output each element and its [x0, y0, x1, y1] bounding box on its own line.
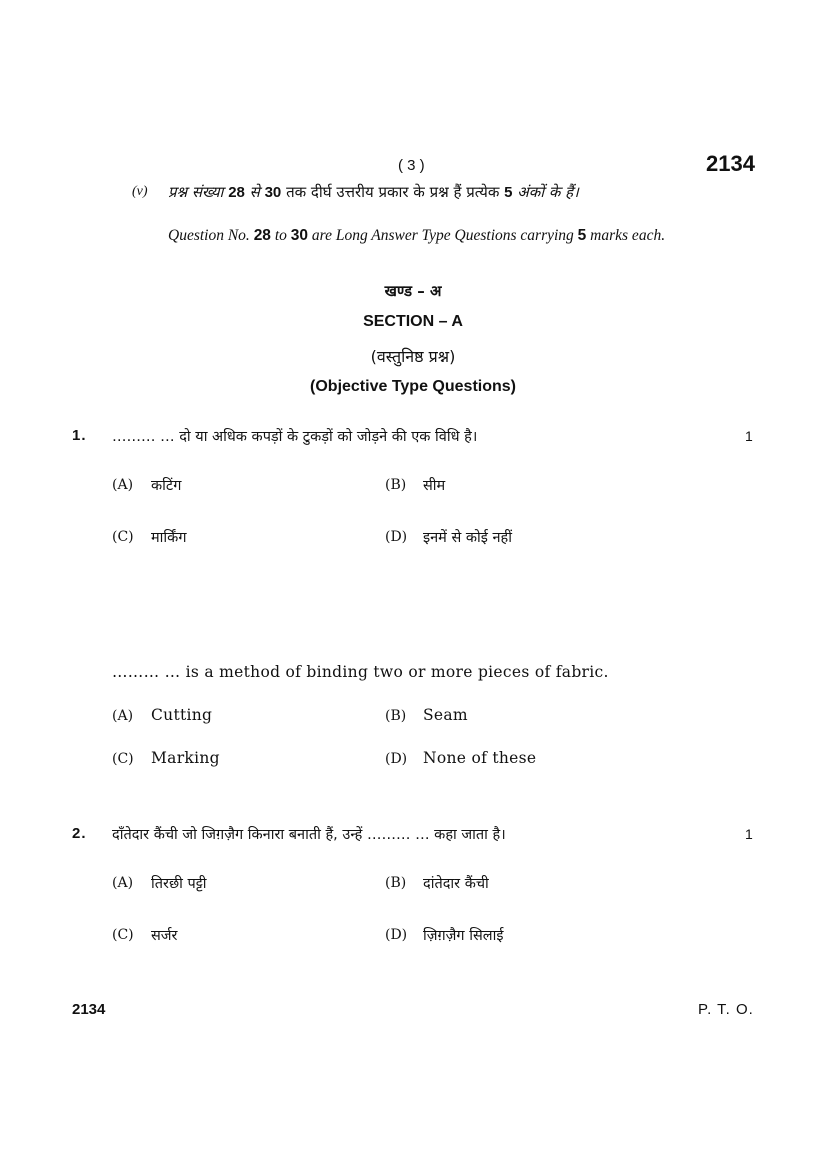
instruction-en-to: 30	[290, 227, 308, 244]
q1-hi-option-a-letter: (A)	[112, 477, 134, 493]
q2-hi-option-d-text: ज़िग़ज़ैग सिलाई	[423, 928, 504, 944]
instruction-en-mid: are Long Answer Type Questions carrying	[311, 227, 574, 244]
q1-en-option-a-letter: (A)	[112, 708, 134, 724]
q1-en-option-d-text: None of these	[423, 749, 537, 767]
instruction-hindi-marks: 5	[504, 184, 513, 201]
instruction-hindi-se: से	[249, 183, 260, 201]
section-type-hindi: (वस्तुनिष्ठ प्रश्न)	[370, 347, 456, 366]
q1-hi-option-a-text: कटिंग	[151, 478, 182, 494]
instruction-en-from: 28	[253, 227, 271, 244]
instruction-hindi-to: 30	[264, 184, 282, 201]
instruction-en-post: marks each.	[590, 227, 666, 244]
q1-hi-option-d-text: इनमें से कोई नहीं	[423, 530, 512, 546]
question-1-marks: 1	[745, 428, 753, 444]
q2-hi-option-c-letter: (C)	[112, 927, 134, 943]
instruction-hindi-mid: तक दीर्घ उत्तरीय प्रकार के प्रश्न हैं प्रत्येक	[286, 183, 500, 201]
q1-hi-option-d-letter: (D)	[385, 529, 408, 545]
q2-hi-option-a-letter: (A)	[112, 875, 134, 891]
paper-code-footer: 2134	[72, 1001, 106, 1018]
q1-en-option-a-text: Cutting	[151, 706, 213, 724]
section-type-english: (Objective Type Questions)	[310, 378, 516, 395]
q1-en-option-b-text: Seam	[423, 706, 468, 724]
q2-hi-option-a-text: तिरछी पट्टी	[151, 876, 207, 892]
q1-en-option-d-letter: (D)	[385, 751, 408, 767]
instruction-hindi-pre: प्रश्न संख्या	[168, 183, 224, 201]
question-2-number: 2.	[72, 825, 87, 842]
q1-hi-option-b-text: सीम	[423, 478, 446, 494]
instruction-hindi	[168, 182, 579, 202]
instruction-hindi-post: अंकों के हैं।	[517, 183, 579, 201]
q1-hi-option-c-text: मार्किंग	[151, 530, 187, 546]
question-1-number: 1.	[72, 427, 87, 444]
section-title: SECTION – A	[363, 313, 463, 330]
q1-en-option-c-text: Marking	[151, 749, 220, 767]
q1-hi-option-c-letter: (C)	[112, 529, 134, 545]
q2-hi-option-b-letter: (B)	[385, 875, 407, 891]
question-2-marks: 1	[745, 826, 753, 842]
instruction-en-to-word: to	[274, 227, 287, 244]
q1-en-option-c-letter: (C)	[112, 751, 134, 767]
instruction-index: (v)	[132, 184, 148, 199]
paper-code-header: 2134	[706, 151, 755, 176]
question-2-text-hindi: दाँतेदार कैंची जो जिग़ज़ैग किनारा बनाती हैं, उन्हें ……… … कहा जाता है।	[112, 827, 506, 843]
instruction-en-marks: 5	[577, 227, 587, 244]
q1-hi-option-b-letter: (B)	[385, 477, 407, 493]
question-1-text-english: ……… … is a method of binding two or more pieces of fabric.	[112, 663, 609, 681]
q1-en-option-b-letter: (B)	[385, 708, 407, 724]
instruction-hindi-from: 28	[228, 184, 245, 201]
q2-hi-option-d-letter: (D)	[385, 927, 408, 943]
page-number: ( 3 )	[398, 157, 425, 174]
instruction-en-pre: Question No.	[168, 227, 250, 244]
question-1-text-hindi: ……… … दो या अधिक कपड़ों के टुकड़ों को जोड़ने की एक विधि है।	[112, 429, 478, 445]
instruction-english	[168, 224, 754, 248]
section-khand: खण्ड – अ	[384, 282, 442, 300]
pto-label: P. T. O.	[698, 1001, 754, 1018]
q2-hi-option-b-text: दांतेदार कैंची	[423, 876, 489, 892]
q2-hi-option-c-text: सर्जर	[151, 928, 178, 944]
